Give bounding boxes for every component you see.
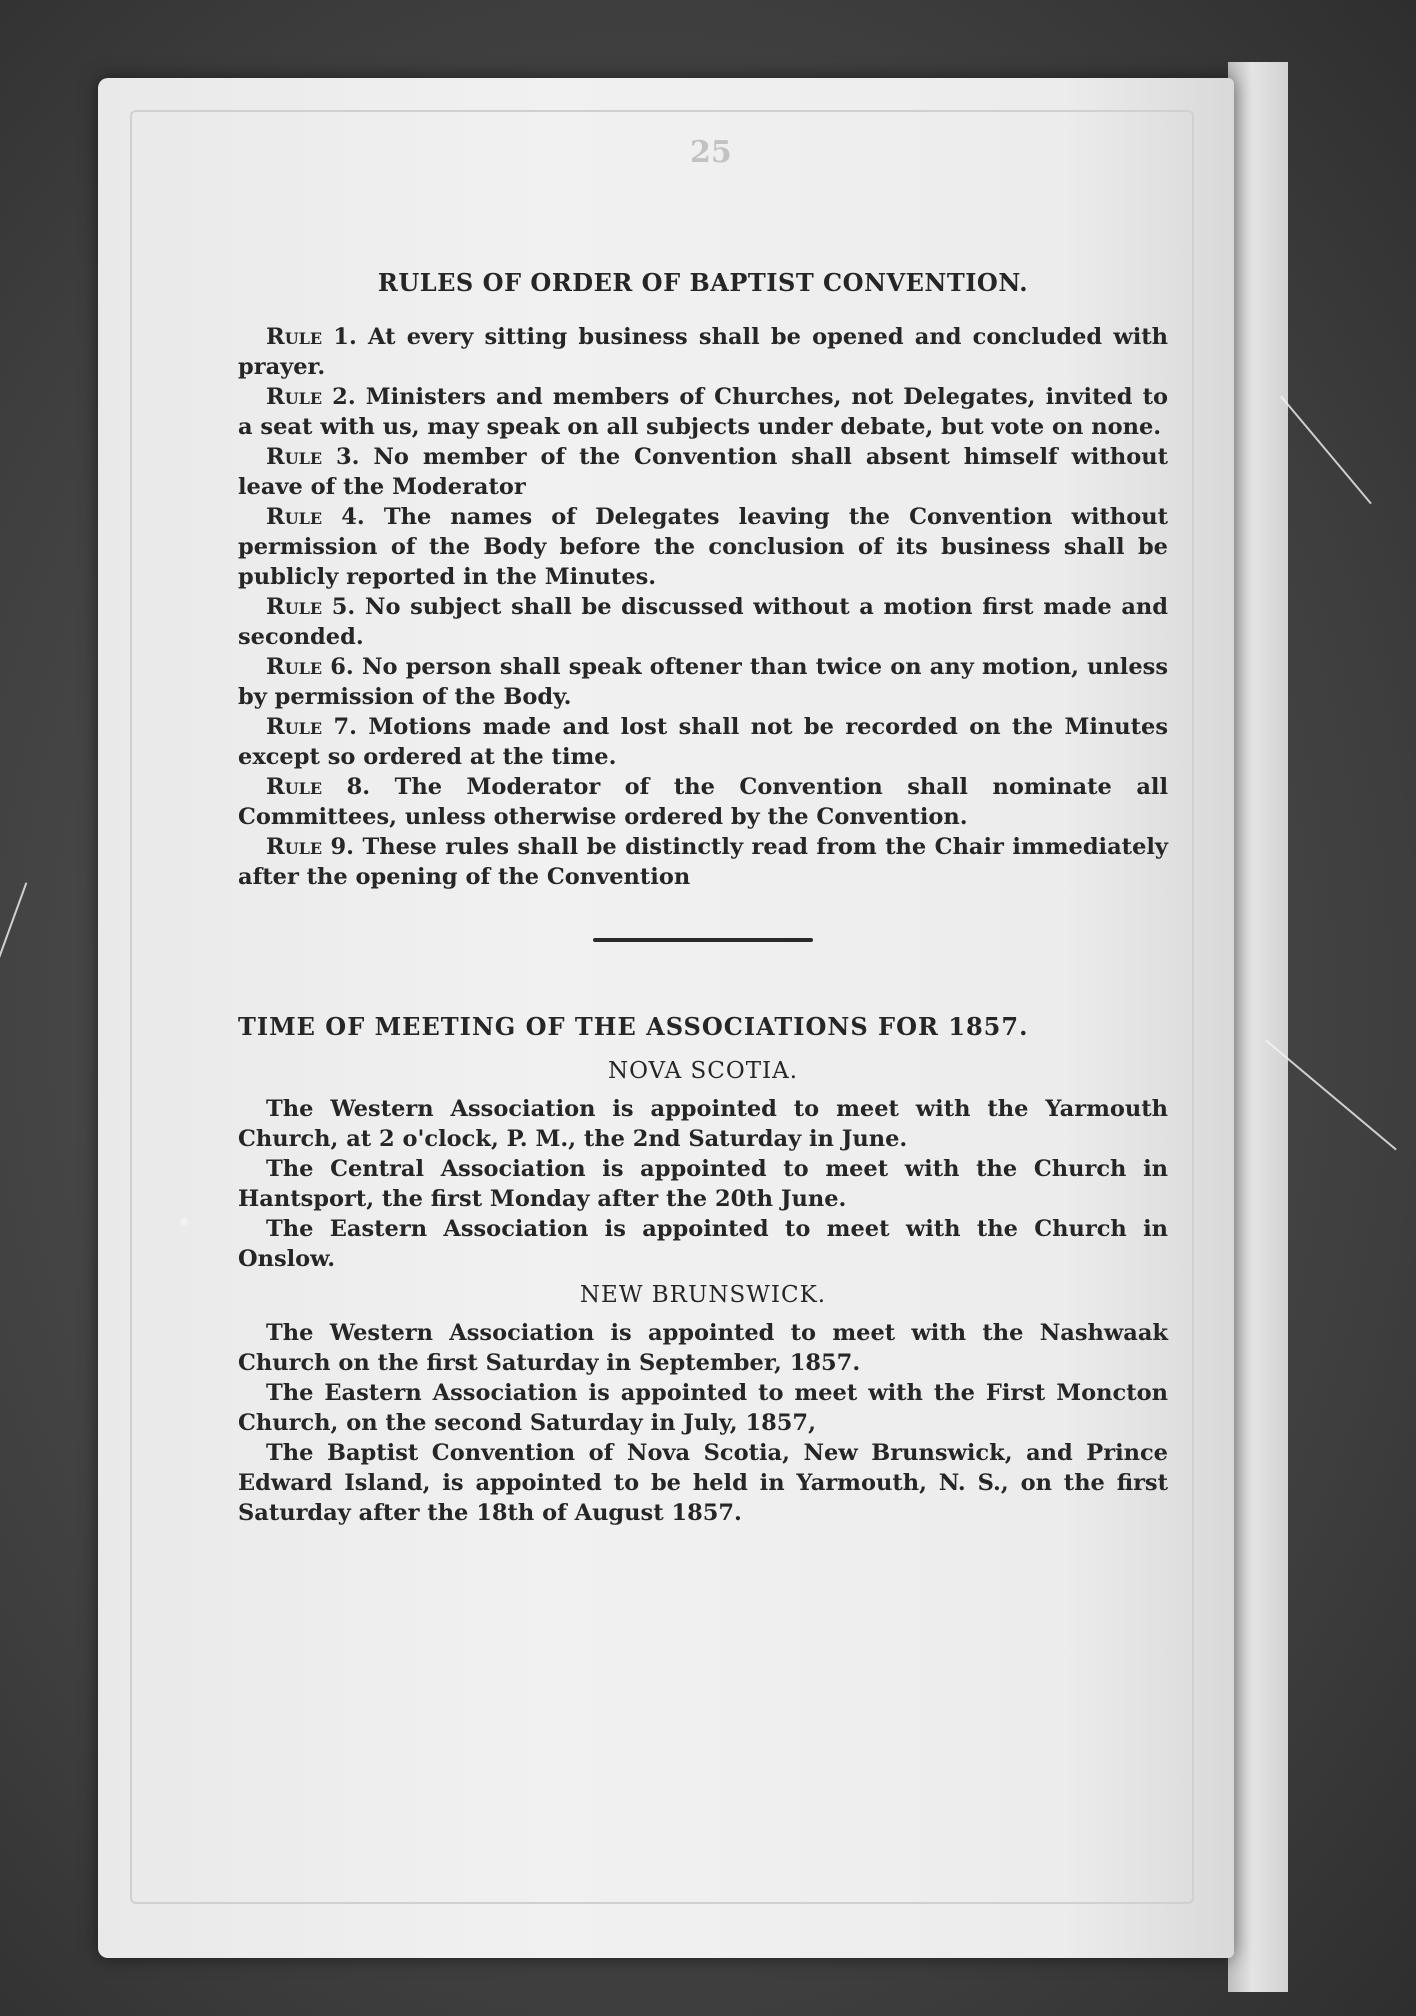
- meeting-paragraph: The Western Association is appointed to meet with the Yarmouth Church, at 2 o'clock, P. M., the 2nd Saturday in June.: [238, 1096, 1168, 1152]
- rule-text: No member of the Convention shall absent himself without leave of the Moderator: [238, 444, 1168, 500]
- rule-text: The names of Delegates leaving the Convention without permission of the Body before the conclusion of its business shall be publicly reported in the Minutes.: [238, 504, 1169, 590]
- page-edge: [1228, 62, 1288, 1992]
- page-content: [238, 268, 1168, 1528]
- rule-label: Rule 8.: [266, 774, 371, 800]
- rule-text: At every sitting business shall be opened and concluded with prayer.: [238, 324, 1168, 380]
- rule-label: Rule 9.: [266, 834, 355, 860]
- nova-scotia-heading: NOVA SCOTIA.: [607, 1058, 799, 1084]
- rule-paragraph: [238, 592, 1168, 652]
- rule-text: The Moderator of the Convention shall nominate all Committees, unless otherwise ordered by the Convention.: [238, 774, 1169, 830]
- rule-paragraph: [238, 322, 1168, 382]
- rule-label: Rule 5.: [266, 594, 356, 620]
- meeting-paragraph: The Western Association is appointed to meet with the Nashwaak Church on the first Saturday in September, 1857.: [238, 1320, 1168, 1376]
- rule-text: These rules shall be distinctly read from the Chair immediately after the opening of the Convention: [238, 834, 1169, 890]
- rule-paragraph: [238, 502, 1168, 592]
- meeting-paragraph: The Baptist Convention of Nova Scotia, New Brunswick, and Prince Edward Island, is appointed to be held in Yarmouth, N. S., on the first Saturday after the 18th of August 1857.: [238, 1440, 1168, 1526]
- page-number: 25: [690, 135, 732, 170]
- rule-label: Rule 4.: [266, 504, 365, 530]
- rules-title: RULES OF ORDER OF BAPTIST CONVENTION.: [377, 268, 1029, 297]
- meeting-paragraph: The Central Association is appointed to meet with the Church in Hantsport, the first Monday after the 20th June.: [238, 1156, 1168, 1212]
- rule-text: Ministers and members of Churches, not Delegates, invited to a seat with us, may speak on all subjects under debate, but vote on none.: [238, 384, 1168, 440]
- rule-paragraph: [238, 772, 1168, 832]
- film-speck: [180, 1218, 188, 1226]
- rule-text: Motions made and lost shall not be recorded on the Minutes except so ordered at the time.: [238, 714, 1169, 770]
- rule-paragraph: [238, 832, 1168, 892]
- associations-title: TIME OF MEETING OF THE ASSOCIATIONS FOR 1857.: [238, 1012, 1029, 1041]
- meeting-paragraph: The Eastern Association is appointed to meet with the Church in Onslow.: [238, 1216, 1168, 1272]
- rule-text: No person shall speak oftener than twice on any motion, unless by permission of the Body.: [238, 654, 1168, 710]
- rule-label: Rule 2.: [266, 384, 356, 410]
- rule-label: Rule 7.: [266, 714, 357, 740]
- meeting-paragraph: The Eastern Association is appointed to meet with the First Moncton Church, on the second Saturday in July, 1857,: [238, 1380, 1168, 1436]
- rule-paragraph: [238, 712, 1168, 772]
- rule-label: Rule 3.: [266, 444, 360, 470]
- new-brunswick-heading: NEW BRUNSWICK.: [579, 1282, 827, 1308]
- rule-paragraph: [238, 442, 1168, 502]
- rule-paragraph: [238, 652, 1168, 712]
- rule-text: No subject shall be discussed without a motion first made and seconded.: [238, 594, 1168, 650]
- rule-paragraph: [238, 382, 1168, 442]
- rule-label: Rule 6.: [266, 654, 354, 680]
- section-divider: [593, 938, 813, 942]
- rule-label: Rule 1.: [266, 324, 357, 350]
